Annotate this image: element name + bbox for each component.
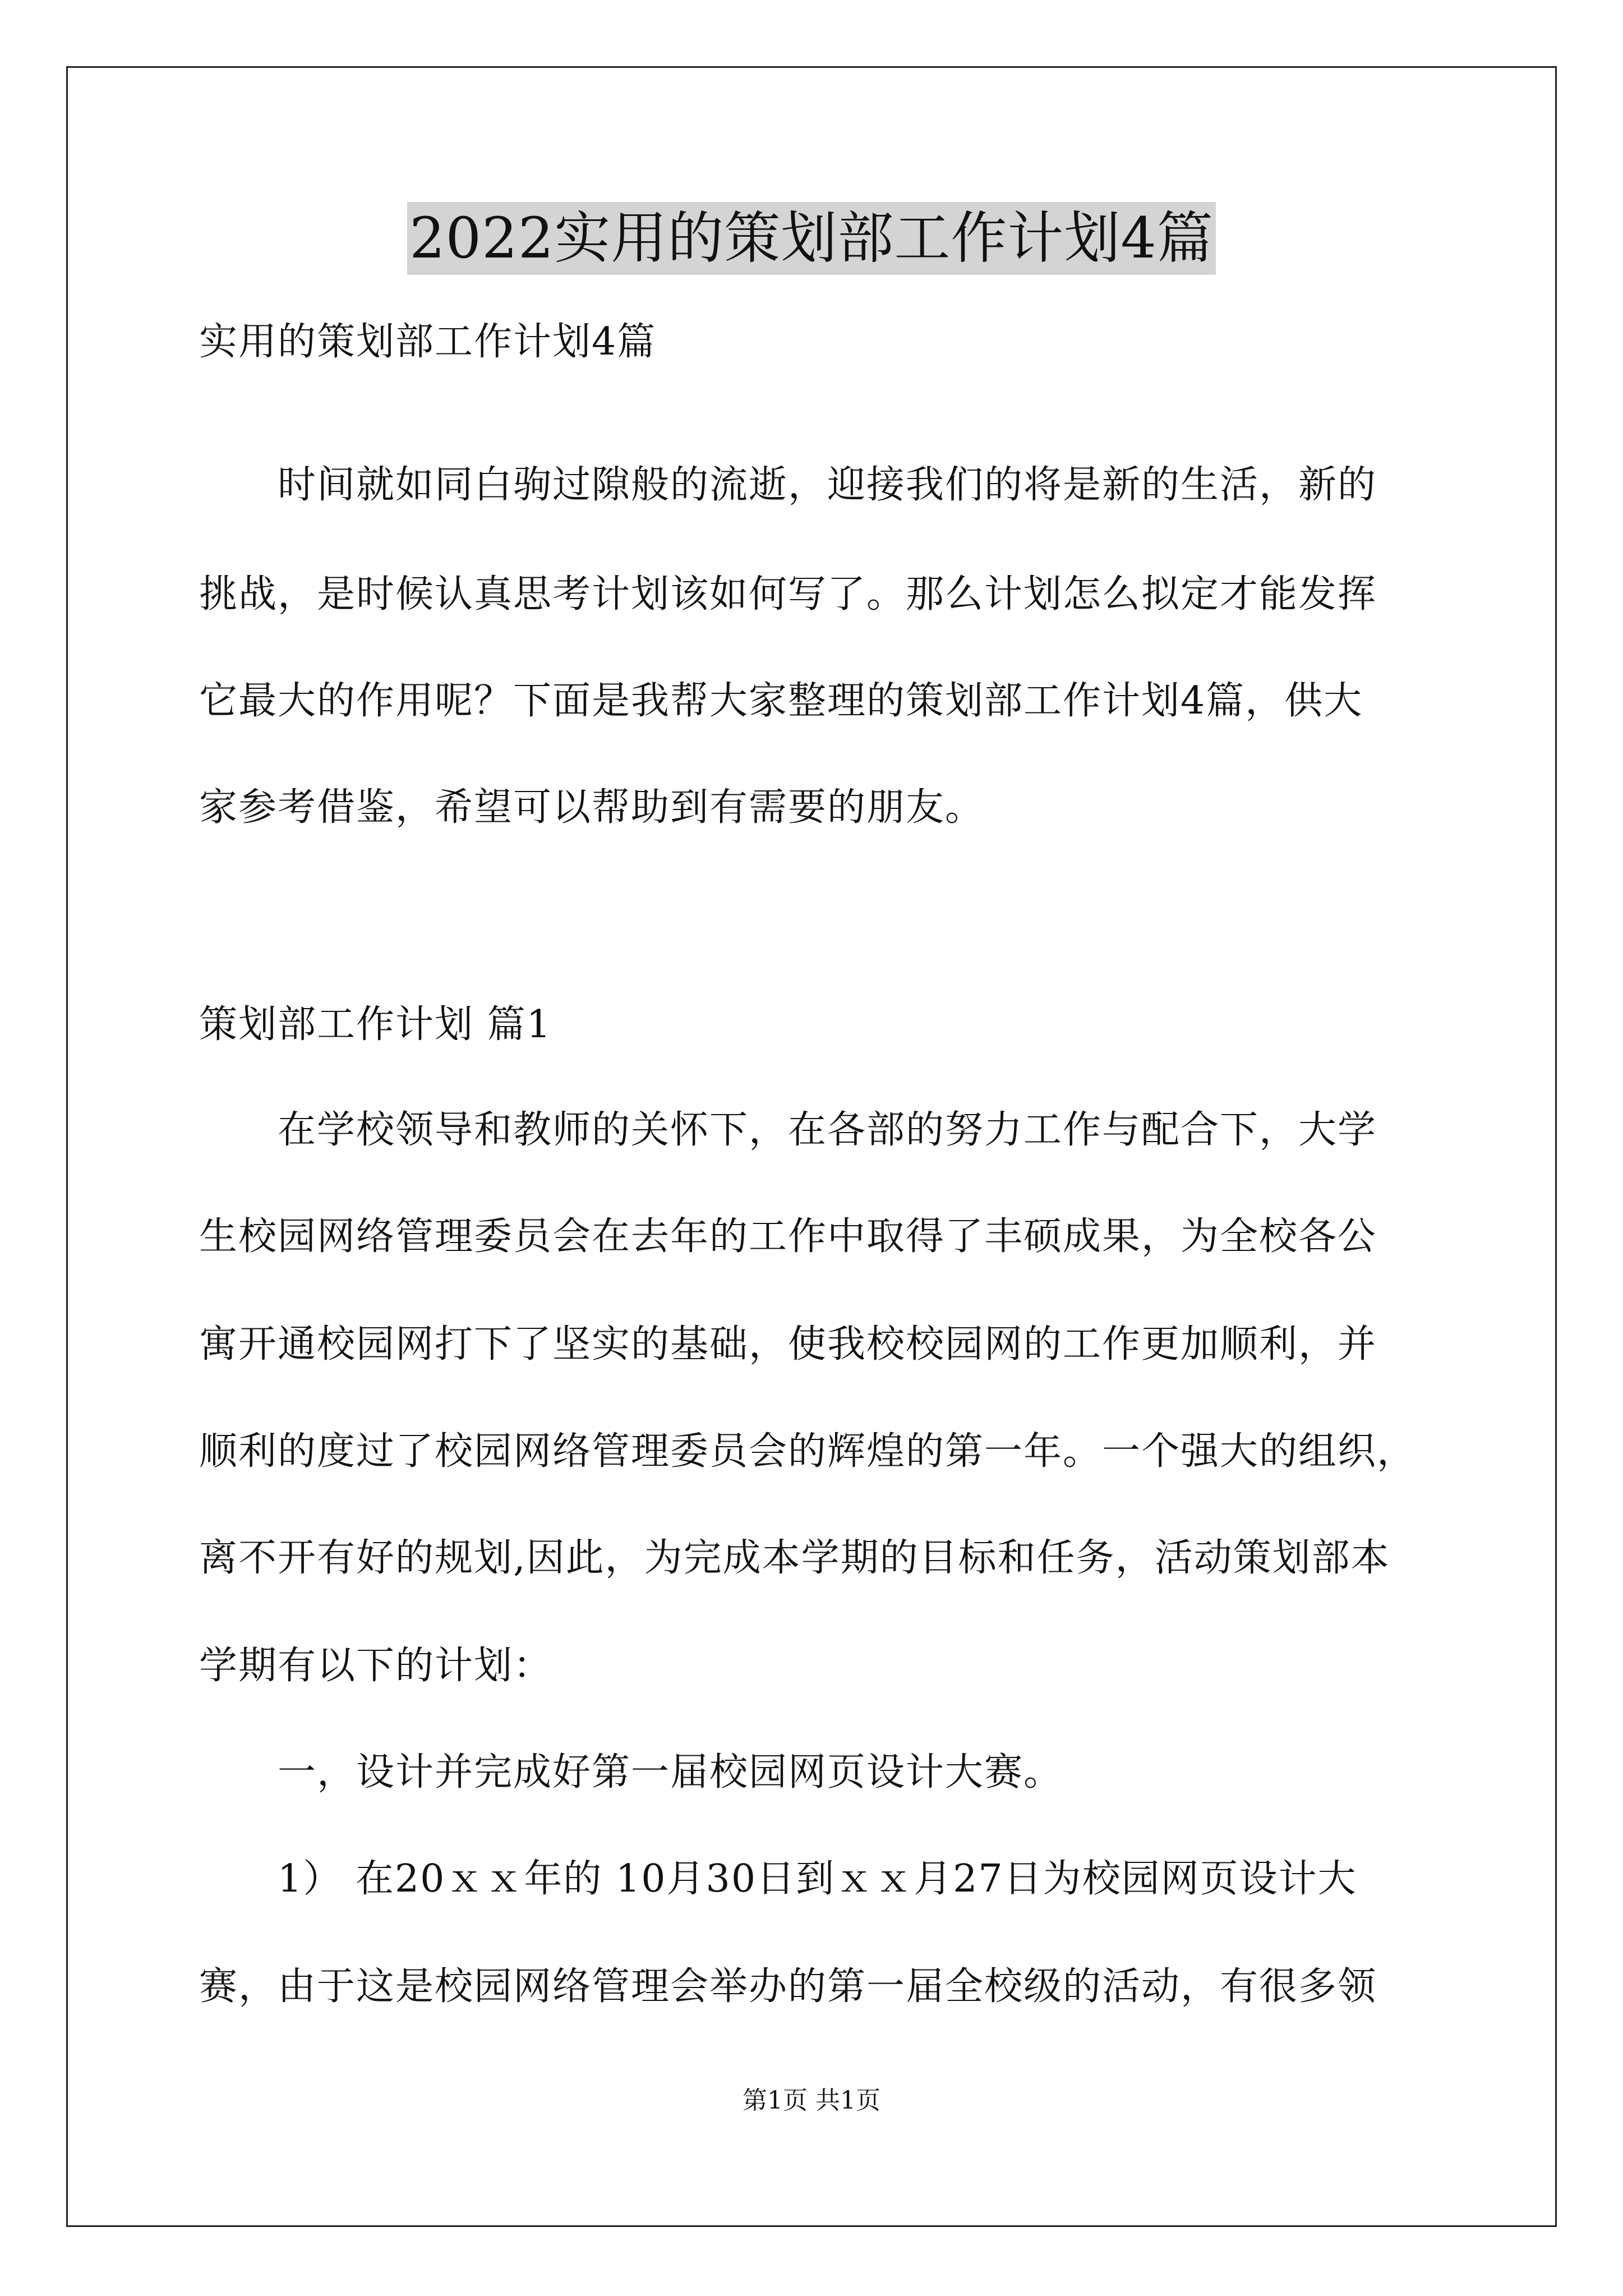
body-line-4: 顺利的度过了校园网络管理委员会的辉煌的第一年。一个强大的组织， — [199, 1429, 1417, 1474]
document-subtitle: 实用的策划部工作计划4篇 — [199, 320, 657, 364]
body-line-5: 离不开有好的规划,因此，为完成本学期的目标和任务，活动策划部本 — [199, 1536, 1390, 1580]
intro-line-4: 家参考借鉴，希望可以帮助到有需要的朋友。 — [199, 785, 985, 830]
body-line-2: 生校园网络管理委员会在去年的工作中取得了丰硕成果，为全校各公 — [199, 1214, 1377, 1259]
page-footer: 第1页 共1页 — [743, 2086, 880, 2115]
body-line-8: 1） 在20ｘｘ年的 10月30日到ｘｘ月27日为校园网页设计大 — [278, 1857, 1357, 1901]
document-title: 2022实用的策划部工作计划4篇 — [407, 202, 1216, 275]
title-container — [0, 202, 1623, 275]
intro-line-3: 它最大的作用呢？下面是我帮大家整理的策划部工作计划4篇，供大 — [199, 679, 1363, 723]
intro-line-1: 时间就如同白驹过隙般的流逝，迎接我们的将是新的生活，新的 — [278, 463, 1377, 507]
body-line-7: 一，设计并完成好第一届校园网页设计大赛。 — [278, 1750, 1063, 1795]
body-line-1: 在学校领导和教师的关怀下，在各部的努力工作与配合下，大学 — [278, 1108, 1377, 1152]
body-line-9: 赛，由于这是校园网络管理会举办的第一届全校级的活动，有很多领 — [199, 1964, 1377, 2009]
body-line-3: 寓开通校园网打下了坚实的基础，使我校校园网的工作更加顺利，并 — [199, 1322, 1377, 1366]
section-heading: 策划部工作计划 篇1 — [199, 1002, 552, 1047]
intro-line-2: 挑战，是时候认真思考计划该如何写了。那么计划怎么拟定才能发挥 — [199, 572, 1377, 616]
body-line-6: 学期有以下的计划： — [199, 1644, 553, 1688]
